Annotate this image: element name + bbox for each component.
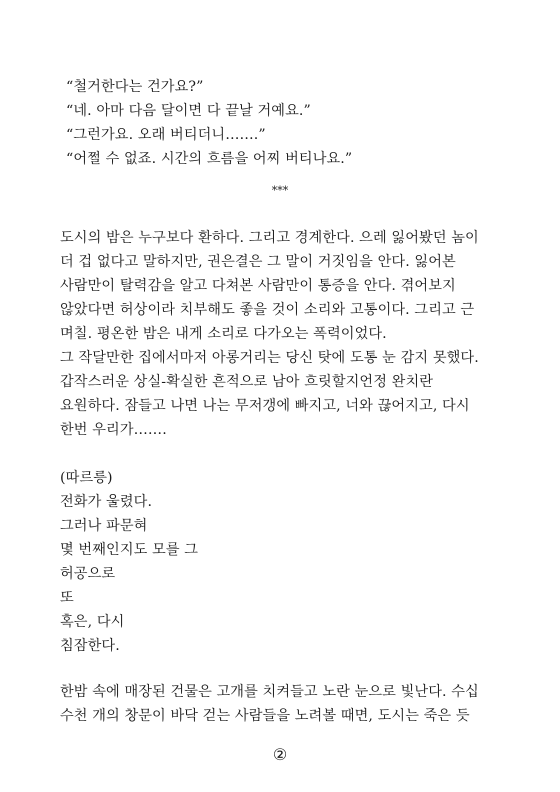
poem-line: 전화가 울렸다. [60, 494, 153, 510]
paragraph-line: 않았다면 허상이라 치부해도 좋을 것이 소리와 고통이다. 그리고 근 [60, 302, 475, 318]
scene-separator: *** [271, 184, 289, 197]
poem-line: 그러나 파문혀 [60, 518, 148, 534]
paragraph-line: 한밤 속에 매장된 건물은 고개를 치켜들고 노란 눈으로 빛난다. 수십 [60, 684, 479, 700]
paragraph-line: 며칠. 평온한 밤은 내게 소리로 다가오는 폭력이었다. [60, 326, 387, 342]
paragraph-line: 더 겁 없다고 말하지만, 권은결은 그 말이 거짓임을 안다. 잃어본 [60, 254, 456, 270]
paragraph-line: 도시의 밤은 누구보다 환하다. 그리고 경계한다. 으레 잃어봤던 놈이 [60, 230, 479, 246]
poem-line: 또 [60, 590, 74, 606]
poem-line: 혹은, 다시 [60, 614, 125, 630]
paragraph-line: 사람만이 탈력감을 알고 다쳐본 사람만이 통증을 안다. 겪어보지 [60, 278, 456, 294]
dialogue-line: “그런가요. 오래 버티더니…….” [66, 127, 266, 143]
poem-line: 몇 번째인지도 모를 그 [60, 542, 199, 558]
poem-line: 침잠한다. [60, 638, 120, 654]
paragraph-line: 갑작스러운 상실-확실한 흔적으로 남아 흐릿할지언정 완치란 [60, 374, 434, 390]
paragraph-line: 수천 개의 창문이 바닥 걷는 사람들을 노려볼 때면, 도시는 죽은 듯 [60, 708, 470, 724]
paragraph-line: 요원하다. 잠들고 나면 나는 무저갱에 빠지고, 너와 끊어지고, 다시 [60, 398, 470, 414]
poem-line: (따르릉) [60, 470, 113, 486]
dialogue-line: “어쩔 수 없죠. 시간의 흐름을 어찌 버티나요.” [66, 151, 353, 167]
poem-line: 허공으로 [60, 566, 116, 582]
page-number: ② [272, 745, 288, 764]
dialogue-line: “철거한다는 건가요?” [66, 79, 204, 95]
dialogue-line: “네. 아마 다음 달이면 다 끝날 거예요.” [66, 103, 311, 119]
paragraph-line: 그 작달만한 집에서마저 아롱거리는 당신 탓에 도통 눈 감지 못했다. [60, 350, 479, 366]
paragraph-line: 한번 우리가……. [60, 422, 167, 438]
